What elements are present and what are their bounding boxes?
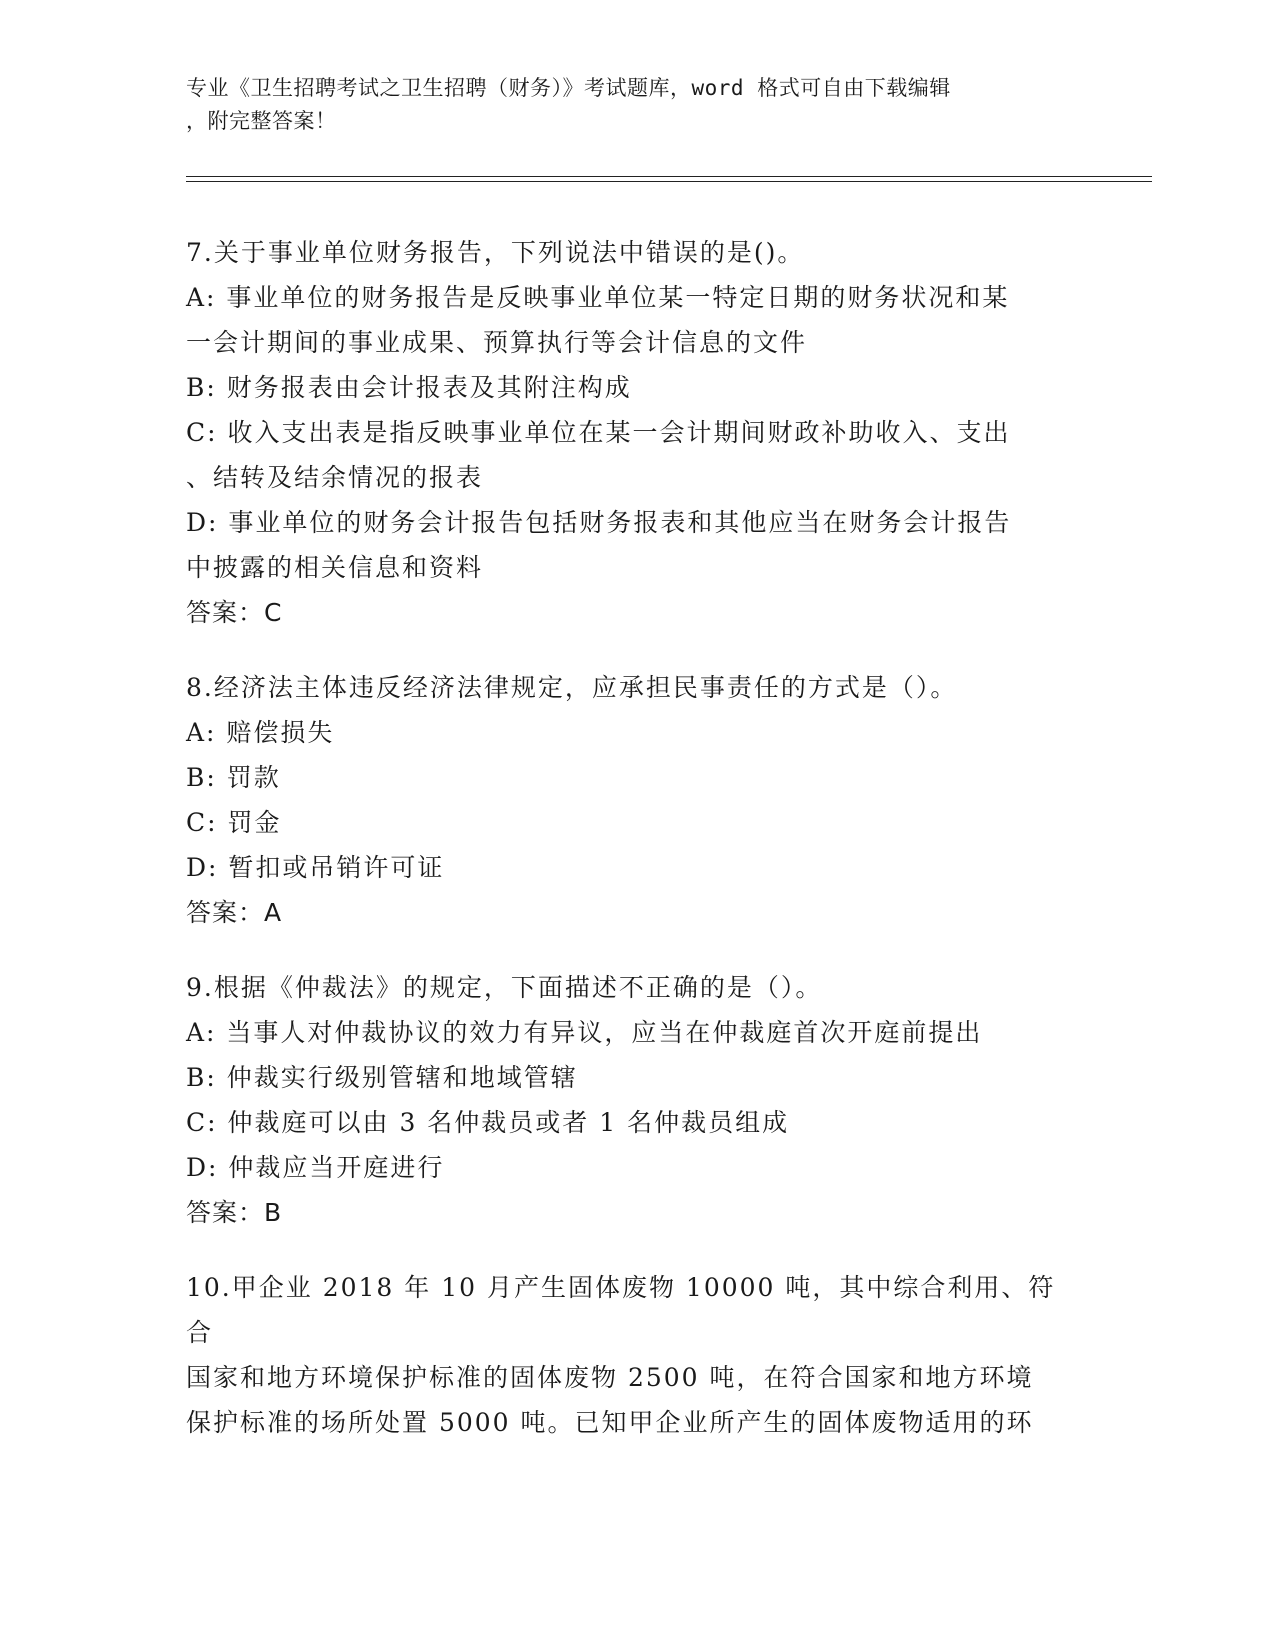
answer: 答案：C xyxy=(186,598,283,627)
header-divider-bottom xyxy=(186,181,1152,182)
option-line: 一会计期间的事业成果、预算执行等会计信息的文件 xyxy=(186,328,808,357)
answer: 答案：A xyxy=(186,898,283,927)
option-c xyxy=(186,410,1076,500)
option-d xyxy=(186,500,1076,590)
question-8 xyxy=(186,665,1076,935)
question-text-line: 国家和地方环境保护标准的固体废物 2500 吨，在符合国家和地方环境 xyxy=(186,1363,1034,1392)
option-a xyxy=(186,275,1076,365)
question-text: 9.根据《仲裁法》的规定，下面描述不正确的是（）。 xyxy=(186,973,823,1002)
question-7 xyxy=(186,230,1076,635)
question-text-line: 10.甲企业 2018 年 10 月产生固体废物 10000 吨，其中综合利用、符合 xyxy=(186,1273,1056,1347)
header-divider-top xyxy=(186,176,1152,177)
option-line: C: 收入支出表是指反映事业单位在某一会计期间财政补助收入、支出 xyxy=(186,418,1011,447)
option-d: D: 仲裁应当开庭进行 xyxy=(186,1153,445,1182)
header-line-2: ，附完整答案！ xyxy=(186,109,337,133)
question-text: 7.关于事业单位财务报告，下列说法中错误的是()。 xyxy=(186,238,805,267)
option-d: D: 暂扣或吊销许可证 xyxy=(186,853,445,882)
option-a: A: 赔偿损失 xyxy=(186,718,335,747)
option-c: C: 仲裁庭可以由 3 名仲裁员或者 1 名仲裁员组成 xyxy=(186,1108,790,1137)
question-text: 8.经济法主体违反经济法律规定，应承担民事责任的方式是（）。 xyxy=(186,673,958,702)
option-line: A: 事业单位的财务报告是反映事业单位某一特定日期的财务状况和某 xyxy=(186,283,1010,312)
question-9 xyxy=(186,965,1076,1235)
document-header xyxy=(186,72,1066,138)
option-line: D: 事业单位的财务会计报告包括财务报表和其他应当在财务会计报告 xyxy=(186,508,1012,537)
option-b: B: 罚款 xyxy=(186,763,281,792)
option-a: A: 当事人对仲裁协议的效力有异议，应当在仲裁庭首次开庭前提出 xyxy=(186,1018,983,1047)
option-line: 中披露的相关信息和资料 xyxy=(186,553,484,582)
answer: 答案：B xyxy=(186,1198,283,1227)
question-list xyxy=(186,230,1076,1475)
question-text-line: 保护标准的场所处置 5000 吨。已知甲企业所产生的固体废物适用的环 xyxy=(186,1408,1034,1437)
option-b: B: 仲裁实行级别管辖和地域管辖 xyxy=(186,1063,578,1092)
header-line-1: 专业《卫生招聘考试之卫生招聘（财务）》考试题库，word 格式可自由下载编辑 xyxy=(186,76,951,100)
question-10 xyxy=(186,1265,1076,1445)
option-b: B: 财务报表由会计报表及其附注构成 xyxy=(186,373,632,402)
option-line: 、结转及结余情况的报表 xyxy=(186,463,484,492)
option-c: C: 罚金 xyxy=(186,808,282,837)
